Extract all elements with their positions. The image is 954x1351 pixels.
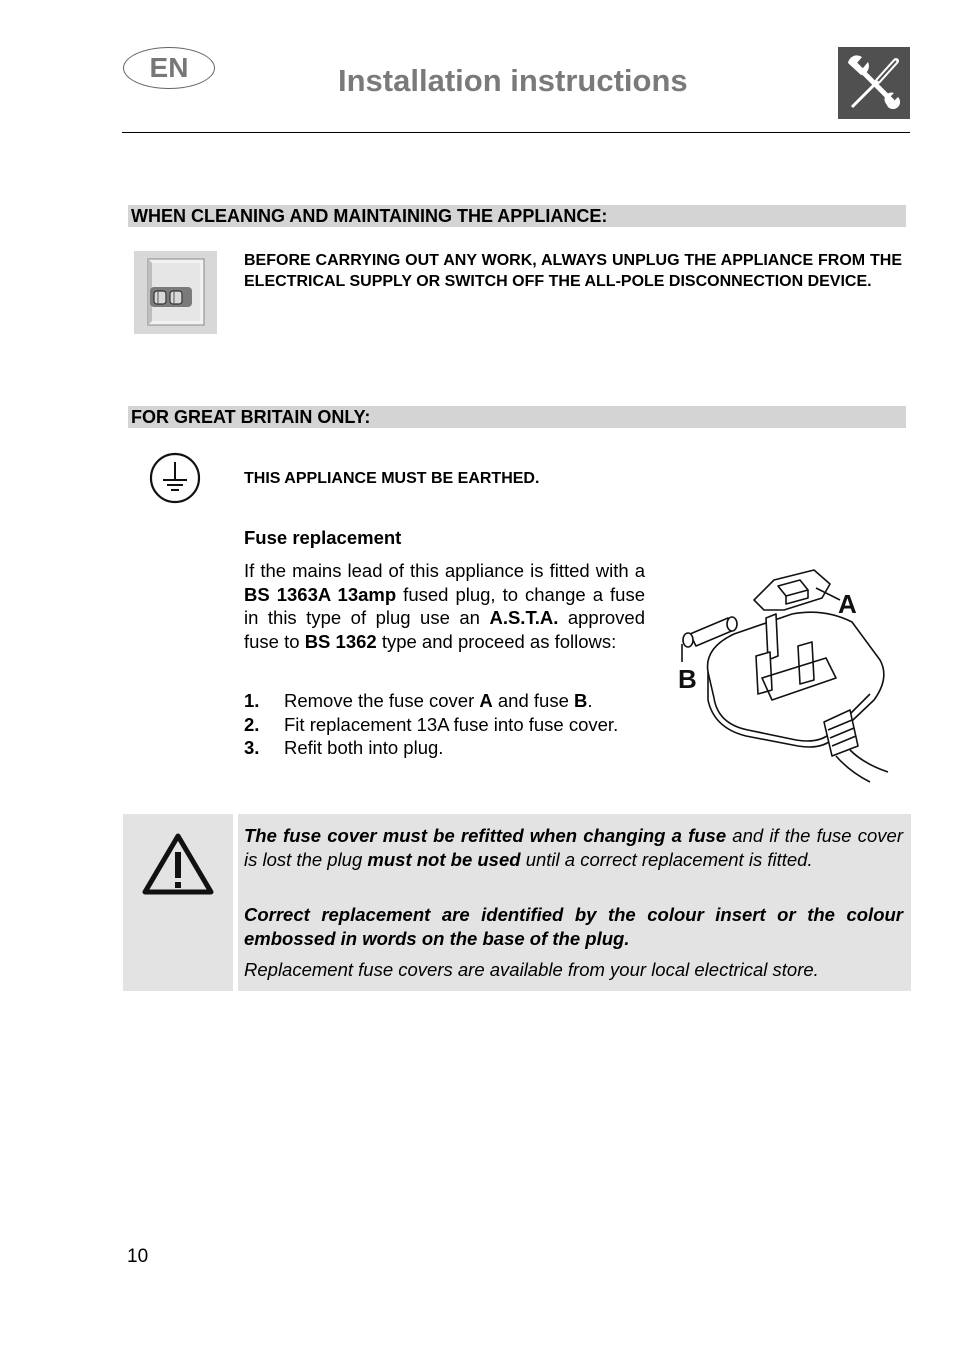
warning-paragraph-1: The fuse cover must be refitted when changing a fuse and if the fuse cover is lost the plug must not be used until a correct replacement is fitted. [244,825,903,870]
warning-triangle-icon [123,814,233,991]
fuse-steps-list [244,689,645,760]
fuse-replacement-title: Fuse replacement [244,527,402,548]
page-title: Installation instructions [338,63,688,98]
tools-icon [838,47,910,119]
section-heading-gb: FOR GREAT BRITAIN ONLY: [128,406,906,428]
fuse-intro-paragraph: If the mains lead of this appliance is fitted with a BS 1363A 13amp fused plug, to change a fuse in this type of plug use an A.S.T.A. approved fuse to BS 1362 type and proceed as follows: [244,560,645,652]
section-heading-cleaning: WHEN CLEANING AND MAINTAINING THE APPLIANCE: [128,205,906,227]
earth-ground-icon [148,452,204,506]
label-b: B [678,664,697,694]
page-number: 10 [127,1246,149,1267]
list-item: 1. Remove the fuse cover A and fuse B. [244,690,593,711]
list-item: 2. Fit replacement 13A fuse into fuse cover. [244,713,619,735]
wall-switch-icon [134,251,217,334]
earthed-notice: THIS APPLIANCE MUST BE EARTHED. [244,470,540,487]
unplug-warning: BEFORE CARRYING OUT ANY WORK, ALWAYS UNPLUG THE APPLIANCE FROM THE ELECTRICAL SUPPLY OR SWITCH OFF THE ALL-POLE DISCONNECTION DEVICE. [244,252,902,290]
label-a: A [838,589,857,619]
warning-paragraph-2: Correct replacement are identified by the colour insert or the colour embossed in words on the base of the plug. [244,904,903,949]
list-item: 3. Refit both into plug. [244,737,444,758]
warning-paragraph-3: Replacement fuse covers are available from your local electrical store. [244,959,819,980]
uk-plug-diagram [674,560,906,788]
header-divider [122,132,910,133]
warning-icon-panel [123,814,233,991]
warning-text-panel [238,814,911,991]
language-badge: EN [123,47,215,89]
